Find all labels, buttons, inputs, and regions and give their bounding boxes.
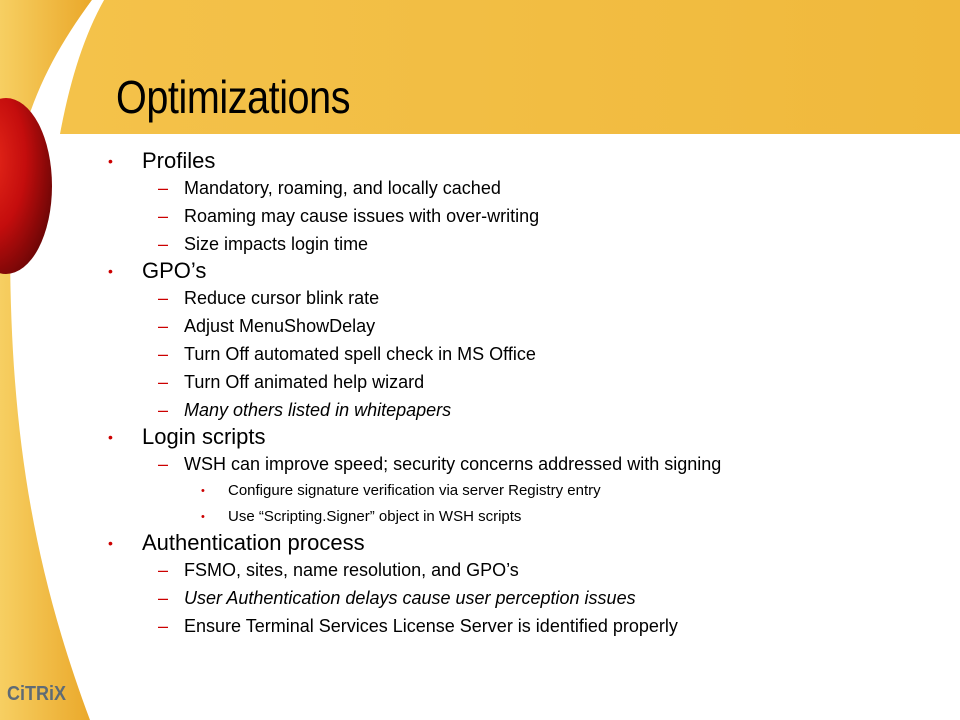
dash-bullet-icon: –	[158, 288, 169, 308]
bullet-dot-icon: •	[108, 263, 113, 279]
citrix-logo: CiTRiX	[7, 683, 67, 705]
dash-bullet-icon: –	[158, 454, 169, 474]
sub-sub-bullet-text: Use “Scripting.Signer” object in WSH scripts	[228, 508, 522, 525]
bullet-heading-text: Authentication process	[142, 530, 365, 555]
sub-sub-bullet	[104, 478, 944, 504]
sub-bullet	[104, 340, 944, 368]
sub-bullet-text: Many others listed in whitepapers	[184, 400, 452, 420]
sub-bullet-text: WSH can improve speed; security concerns addressed with signing	[184, 454, 722, 474]
sub-bullet	[104, 612, 944, 640]
dash-bullet-icon: –	[158, 560, 169, 580]
bullet-dot-icon: •	[108, 535, 113, 551]
sub-bullet	[104, 284, 944, 312]
bullet-dot-icon: •	[201, 485, 205, 497]
sub-bullet	[104, 368, 944, 396]
dash-bullet-icon: –	[158, 344, 169, 364]
sub-bullet-text: Roaming may cause issues with over-writing	[184, 206, 540, 226]
sub-bullet	[104, 230, 944, 258]
dash-bullet-icon: –	[158, 588, 169, 608]
dash-bullet-icon: –	[158, 372, 169, 392]
sub-bullet	[104, 174, 944, 202]
bullet-heading-text: Profiles	[142, 148, 216, 173]
sub-bullet-text: Turn Off animated help wizard	[184, 372, 425, 392]
bullet-heading	[104, 148, 944, 174]
bullet-heading	[104, 530, 944, 556]
dash-bullet-icon: –	[158, 316, 169, 336]
sub-bullet-text: Reduce cursor blink rate	[184, 288, 380, 308]
sub-bullet-text: FSMO, sites, name resolution, and GPO’s	[184, 560, 519, 580]
bullet-heading-text: Login scripts	[142, 424, 266, 449]
sub-bullet-text: Adjust MenuShowDelay	[184, 316, 376, 336]
sub-bullet	[104, 584, 944, 612]
sub-sub-bullet-text: Configure signature verification via server Registry entry	[228, 482, 601, 499]
bullet-heading	[104, 258, 944, 284]
bullet-list	[104, 148, 944, 640]
sub-bullet	[104, 396, 944, 424]
bullet-dot-icon: •	[201, 511, 205, 523]
sub-bullet-text: Mandatory, roaming, and locally cached	[184, 178, 501, 198]
sub-bullet	[104, 556, 944, 584]
dash-bullet-icon: –	[158, 234, 169, 254]
dash-bullet-icon: –	[158, 400, 169, 420]
bullet-heading	[104, 424, 944, 450]
sub-bullet-text: Turn Off automated spell check in MS Office	[184, 344, 536, 364]
bullet-dot-icon: •	[108, 153, 113, 169]
sub-bullet	[104, 202, 944, 230]
dash-bullet-icon: –	[158, 178, 169, 198]
sub-bullet	[104, 312, 944, 340]
bullet-dot-icon: •	[108, 429, 113, 445]
bullet-heading-text: GPO’s	[142, 258, 207, 283]
sub-sub-bullet	[104, 504, 944, 530]
sub-bullet-text: User Authentication delays cause user perception issues	[184, 588, 636, 608]
sub-bullet-text: Size impacts login time	[184, 234, 369, 254]
dash-bullet-icon: –	[158, 616, 169, 636]
dash-bullet-icon: –	[158, 206, 169, 226]
slide-title: Optimizations	[116, 71, 351, 123]
sub-bullet-text: Ensure Terminal Services License Server is identified properly	[184, 616, 678, 636]
sub-bullet	[104, 450, 944, 478]
